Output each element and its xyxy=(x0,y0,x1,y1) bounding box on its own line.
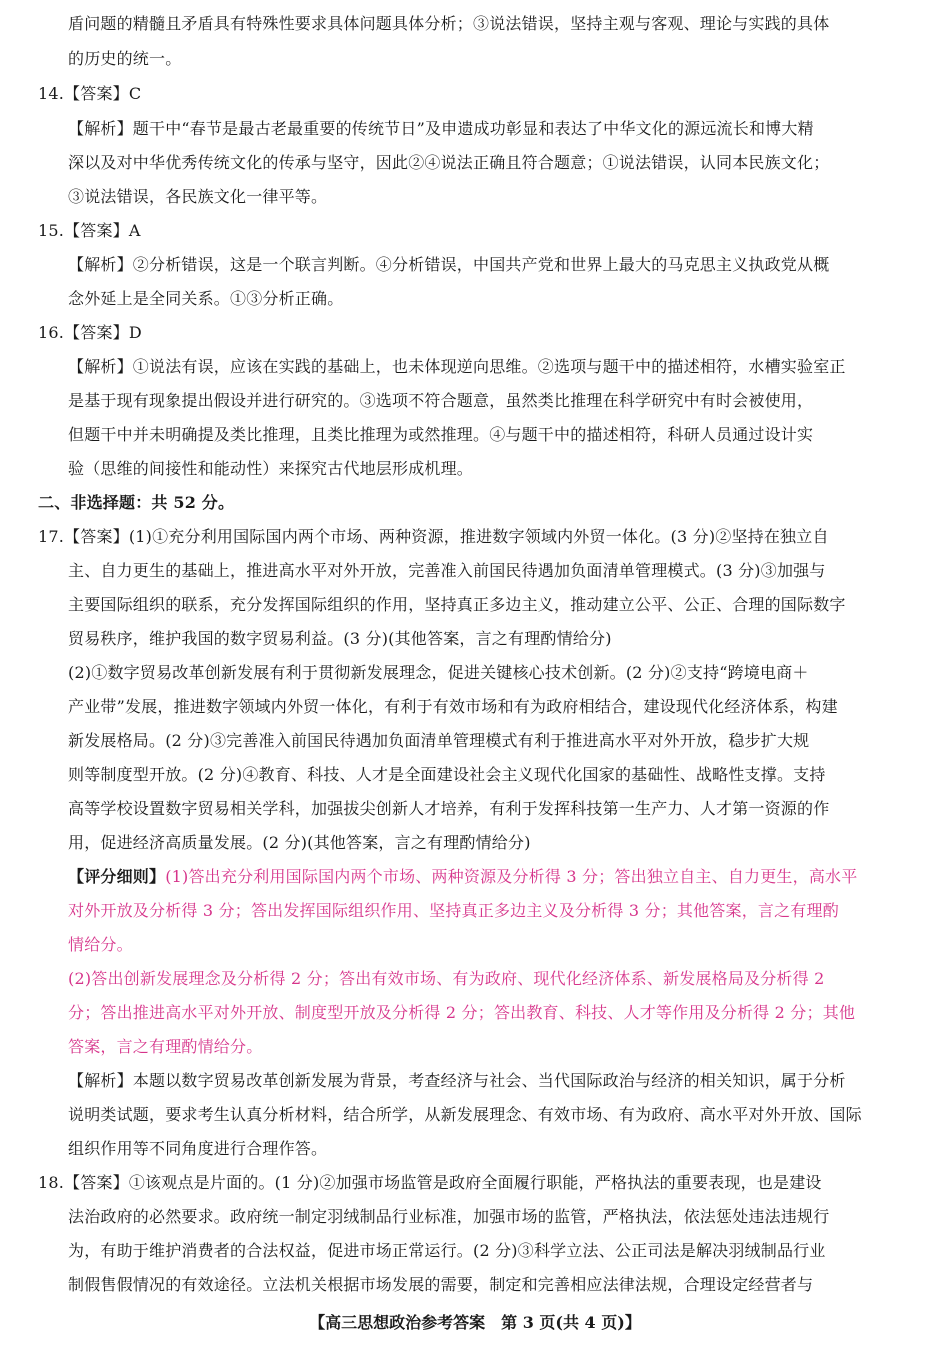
scoring-rule-text: (1)答出充分利用国际国内两个市场、两种资源及分析得 3 分；答出独立自主、自力更生，高水平 xyxy=(165,867,858,886)
text-line: 的历史的统一。 xyxy=(68,49,182,68)
text-line: (2)①数字贸易改革创新发展有利于贯彻新发展理念，促进关键核心技术创新。(2 分)②支持“跨境电商＋ xyxy=(68,663,809,682)
section-heading: 二、非选择题：共 52 分。 xyxy=(38,493,235,512)
scoring-rule-text: 情给分。 xyxy=(68,935,133,954)
text-line: 念外延上是全同关系。①③分析正确。 xyxy=(68,289,344,308)
text-line: 【解析】①说法有误，应该在实践的基础上，也未体现逆向思维。②选项与题干中的描述相符，水槽实验室正 xyxy=(68,357,846,376)
text-line: 高等学校设置数字贸易相关学科，加强拔尖创新人才培养，有利于发挥科技第一生产力、人才第一资源的作 xyxy=(68,799,830,818)
question-17-answer: 17.【答案】(1)①充分利用国际国内两个市场、两种资源，推进数字领域内外贸一体化。(3 分)②坚持在独立自 xyxy=(38,527,829,546)
text-line: 新发展格局。(2 分)③完善准入前国民待遇加负面清单管理模式有利于推进高水平对外开放，稳步扩大规 xyxy=(68,731,810,750)
scoring-rules-label: 【评分细则】 xyxy=(68,867,166,886)
text-line: 用，促进经济高质量发展。(2 分)(其他答案，言之有理酌情给分) xyxy=(68,833,531,852)
text-line: 为，有助于维护消费者的合法权益，促进市场正常运行。(2 分)③科学立法、公正司法是解决羽绒制品行业 xyxy=(68,1241,826,1260)
scoring-rules-line xyxy=(68,866,857,888)
question-14-answer: 14.【答案】C xyxy=(38,84,142,103)
scoring-rule-text: 对外开放及分析得 3 分；答出发挥国际组织作用、坚持真正多边主义及分析得 3 分；其他答案，言之有理酌 xyxy=(68,901,839,920)
question-15-answer: 15.【答案】A xyxy=(38,221,141,240)
scoring-rule-text: 答案，言之有理酌情给分。 xyxy=(68,1037,263,1056)
text-line: 主、自力更生的基础上，推进高水平对外开放，完善准入前国民待遇加负面清单管理模式。(3 分)③加强与 xyxy=(68,561,826,580)
text-line: 是基于现有现象提出假设并进行研究的。③选项不符合题意，虽然类比推理在科学研究中有时会被使用， xyxy=(68,391,814,410)
text-line: 但题干中并未明确提及类比推理，且类比推理为或然推理。④与题干中的描述相符，科研人员通过设计实 xyxy=(68,425,814,444)
page-footer: 【高三思想政治参考答案 第 3 页(共 4 页)】 xyxy=(309,1313,641,1332)
text-line: 组织作用等不同角度进行合理作答。 xyxy=(68,1139,328,1158)
text-line: 盾问题的精髓且矛盾具有特殊性要求具体问题具体分析；③说法错误，坚持主观与客观、理论与实践的具体 xyxy=(68,14,830,33)
text-line: 制假售假情况的有效途径。立法机关根据市场发展的需要，制定和完善相应法律法规，合理设定经营者与 xyxy=(68,1275,814,1294)
question-18-answer: 18.【答案】①该观点是片面的。(1 分)②加强市场监管是政府全面履行职能，严格执法的重要表现，也是建设 xyxy=(38,1173,822,1192)
text-line: 贸易秩序，维护我国的数字贸易利益。(3 分)(其他答案，言之有理酌情给分) xyxy=(68,629,612,648)
text-line: ③说法错误，各民族文化一律平等。 xyxy=(68,187,328,206)
text-line: 验（思维的间接性和能动性）来探究古代地层形成机理。 xyxy=(68,459,474,478)
text-line: 主要国际组织的联系，充分发挥国际组织的作用，坚持真正多边主义，推动建立公平、公正、合理的国际数字 xyxy=(68,595,846,614)
text-line: 产业带”发展，推进数字领域内外贸一体化，有利于有效市场和有为政府相结合，建设现代化经济体系，构建 xyxy=(68,697,838,716)
scoring-rule-text: (2)答出创新发展理念及分析得 2 分；答出有效市场、有为政府、现代化经济体系、新发展格局及分析得 2 xyxy=(68,969,825,988)
text-line: 深以及对中华优秀传统文化的传承与坚守，因此②④说法正确且符合题意；①说法错误，认同本民族文化； xyxy=(68,153,830,172)
question-16-answer: 16.【答案】D xyxy=(38,323,142,342)
text-line: 【解析】本题以数字贸易改革创新发展为背景，考查经济与社会、当代国际政治与经济的相关知识，属于分析 xyxy=(68,1071,846,1090)
text-line: 则等制度型开放。(2 分)④教育、科技、人才是全面建设社会主义现代化国家的基础性、战略性支撑。支持 xyxy=(68,765,826,784)
text-line: 【解析】②分析错误，这是一个联言判断。④分析错误，中国共产党和世界上最大的马克思主义执政党从概 xyxy=(68,255,830,274)
text-line: 【解析】题干中“春节是最古老最重要的传统节日”及申遗成功彰显和表达了中华文化的源远流长和博大精 xyxy=(68,119,814,138)
scoring-rule-text: 分；答出推进高水平对外开放、制度型开放及分析得 2 分；答出教育、科技、人才等作用及分析得 2 分；其他 xyxy=(68,1003,856,1022)
text-line: 法治政府的必然要求。政府统一制定羽绒制品行业标准，加强市场的监管，严格执法，依法惩处违法违规行 xyxy=(68,1207,830,1226)
text-line: 说明类试题，要求考生认真分析材料，结合所学，从新发展理念、有效市场、有为政府、高水平对外开放、国际 xyxy=(68,1105,862,1124)
